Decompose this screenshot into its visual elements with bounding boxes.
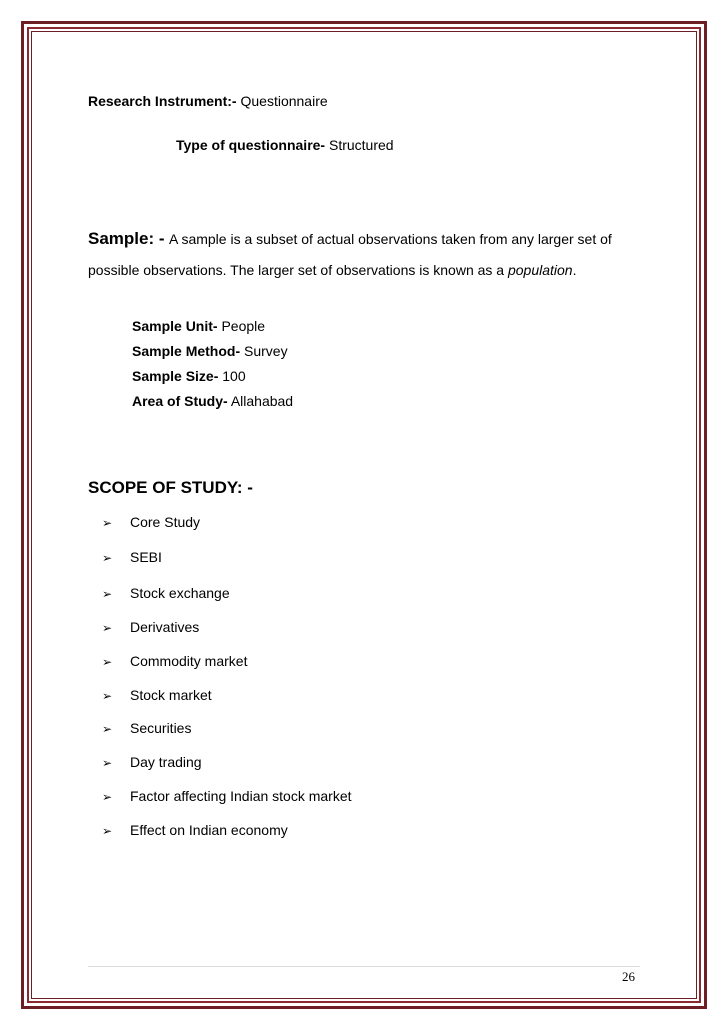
sample-paragraph-line-2	[88, 262, 576, 278]
sample-method-label: Sample Method-	[132, 343, 241, 359]
population-term: population	[507, 262, 573, 278]
scope-item-text: Factor affecting Indian stock market	[130, 788, 352, 804]
scope-list-item	[102, 653, 247, 669]
arrow-bullet-icon: ➢	[102, 655, 113, 669]
research-instrument-label: Research Instrument:-	[88, 93, 237, 109]
scope-list-item	[102, 754, 202, 770]
questionnaire-type-value: Structured	[328, 137, 394, 153]
scope-item-text: Core Study	[130, 514, 201, 530]
scope-item-text: Commodity market	[130, 653, 248, 669]
scope-list-item	[102, 585, 230, 601]
arrow-bullet-icon: ➢	[102, 824, 113, 838]
scope-item-text: Stock exchange	[130, 585, 230, 601]
sample-size-line	[132, 368, 246, 384]
scope-item-text: SEBI	[130, 549, 162, 565]
scope-item-text: Securities	[130, 720, 192, 736]
scope-list-item	[102, 514, 200, 530]
sample-paragraph-line-1	[88, 229, 612, 249]
arrow-bullet-icon: ➢	[102, 756, 113, 770]
scope-list-item	[102, 619, 199, 635]
sample-unit-line	[132, 318, 265, 334]
scope-list-item	[102, 822, 288, 838]
sample-label: Sample: -	[88, 229, 165, 248]
scope-item-text: Effect on Indian economy	[130, 822, 288, 838]
sample-definition-period: .	[572, 262, 577, 278]
scope-heading: SCOPE OF STUDY: -	[88, 478, 253, 497]
sample-definition-1: A sample is a subset of actual observations taken from any larger set of	[168, 231, 612, 247]
questionnaire-type-label: Type of questionnaire-	[176, 137, 326, 153]
arrow-bullet-icon: ➢	[102, 551, 113, 565]
scope-list-item	[102, 549, 162, 565]
scope-item-text: Day trading	[130, 754, 202, 770]
arrow-bullet-icon: ➢	[102, 516, 113, 530]
sample-unit-label: Sample Unit-	[132, 318, 218, 334]
research-instrument-value: Questionnaire	[240, 93, 328, 109]
sample-size-label: Sample Size-	[132, 368, 219, 384]
scope-list-item	[102, 687, 212, 703]
research-instrument-line	[88, 93, 328, 109]
footer-divider	[88, 966, 640, 967]
scope-list-item	[102, 720, 191, 736]
arrow-bullet-icon: ➢	[102, 587, 113, 601]
sample-method-value: Survey	[244, 343, 288, 359]
arrow-bullet-icon: ➢	[102, 689, 113, 703]
sample-unit-value: People	[221, 318, 266, 334]
page-number: 26	[622, 969, 635, 984]
scope-item-text: Derivatives	[130, 619, 200, 635]
sample-definition-2: possible observations. The larger set of observations is known as a	[88, 262, 505, 278]
arrow-bullet-icon: ➢	[102, 621, 113, 635]
sample-size-value: 100	[222, 368, 246, 384]
scope-list-item	[102, 788, 352, 804]
arrow-bullet-icon: ➢	[102, 722, 113, 736]
area-of-study-label: Area of Study-	[132, 393, 228, 409]
arrow-bullet-icon: ➢	[102, 790, 113, 804]
area-of-study-line	[132, 393, 293, 409]
scope-item-text: Stock market	[130, 687, 212, 703]
area-of-study-value: Allahabad	[230, 393, 294, 409]
sample-method-line	[132, 343, 288, 359]
questionnaire-type-line	[176, 137, 394, 153]
